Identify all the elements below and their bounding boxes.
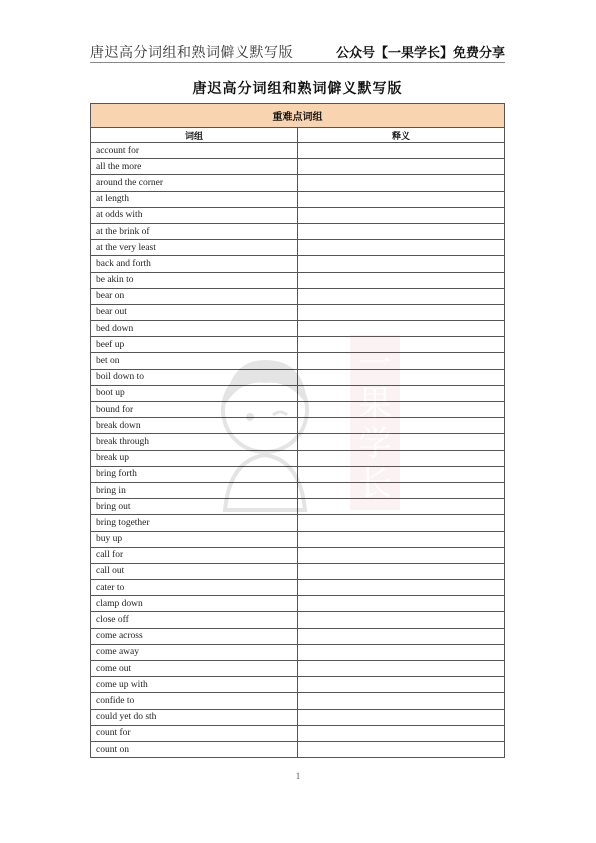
table-row [91,677,505,693]
phrase-cell: around the corner [91,175,298,191]
meaning-cell[interactable] [298,385,505,401]
meaning-cell[interactable] [298,321,505,337]
meaning-cell[interactable] [298,580,505,596]
table-row [91,272,505,288]
table-row [91,531,505,547]
phrase-cell: bring together [91,515,298,531]
meaning-cell[interactable] [298,482,505,498]
phrase-cell: come away [91,644,298,660]
page-header [90,38,505,63]
phrase-cell: boot up [91,385,298,401]
meaning-cell[interactable] [298,353,505,369]
meaning-cell[interactable] [298,288,505,304]
phrase-cell: be akin to [91,272,298,288]
watermark-seal-char: 长 [358,464,392,504]
phrase-cell: clamp down [91,596,298,612]
table-row [91,240,505,256]
header-source: 公众号【一果学长】免费分享 [335,46,505,61]
meaning-cell[interactable] [298,709,505,725]
table-row [91,369,505,385]
meaning-cell[interactable] [298,677,505,693]
meaning-cell[interactable] [298,741,505,757]
phrase-cell: bring forth [91,466,298,482]
table-row [91,628,505,644]
table-row [91,175,505,191]
table-row [91,499,505,515]
meaning-cell[interactable] [298,256,505,272]
table-row [91,304,505,320]
table-row [91,741,505,757]
phrase-cell: at the brink of [91,223,298,239]
phrase-cell: confide to [91,693,298,709]
header-title: 唐迟高分词组和熟词僻义默写版 [90,45,293,61]
phrase-cell: at length [91,191,298,207]
column-header-phrase: 词组 [91,128,298,143]
meaning-cell[interactable] [298,369,505,385]
table-row [91,580,505,596]
phrase-table [90,103,505,758]
table-row [91,644,505,660]
table-row [91,547,505,563]
phrase-cell: could yet do sth [91,709,298,725]
meaning-cell[interactable] [298,725,505,741]
table-row [91,418,505,434]
table-body [91,143,505,758]
table-row [91,256,505,272]
phrase-cell: at the very least [91,240,298,256]
phrase-cell: bet on [91,353,298,369]
table-row [91,693,505,709]
meaning-cell[interactable] [298,304,505,320]
phrase-cell: account for [91,143,298,159]
table-row [91,223,505,239]
meaning-cell[interactable] [298,466,505,482]
phrase-cell: at odds with [91,207,298,223]
phrase-cell: bound for [91,402,298,418]
table-row [91,288,505,304]
phrase-cell: break up [91,450,298,466]
table-row [91,596,505,612]
table-row [91,143,505,159]
meaning-cell[interactable] [298,240,505,256]
phrase-cell: call out [91,563,298,579]
table-row [91,321,505,337]
meaning-cell[interactable] [298,628,505,644]
table-row [91,612,505,628]
table-row [91,709,505,725]
page-number: 1 [295,771,301,781]
meaning-cell[interactable] [298,272,505,288]
meaning-cell[interactable] [298,159,505,175]
column-header-row [91,128,505,143]
table-row [91,661,505,677]
table-row [91,725,505,741]
watermark-seal-char: 学 [358,424,392,464]
meaning-cell[interactable] [298,563,505,579]
section-header-row [91,104,505,128]
phrase-cell: beef up [91,337,298,353]
meaning-cell[interactable] [298,531,505,547]
phrase-cell: call for [91,547,298,563]
phrase-cell: back and forth [91,256,298,272]
meaning-cell[interactable] [298,143,505,159]
table-row [91,402,505,418]
meaning-cell[interactable] [298,693,505,709]
phrase-cell: come across [91,628,298,644]
phrase-cell: buy up [91,531,298,547]
section-title: 重难点词组 [91,104,505,128]
phrase-cell: break down [91,418,298,434]
meaning-cell[interactable] [298,515,505,531]
meaning-cell[interactable] [298,499,505,515]
table-row [91,466,505,482]
meaning-cell[interactable] [298,596,505,612]
phrase-cell: bed down [91,321,298,337]
table-row [91,159,505,175]
watermark-seal-char: 一 [358,344,392,384]
table-row [91,563,505,579]
meaning-cell[interactable] [298,402,505,418]
meaning-cell[interactable] [298,191,505,207]
phrase-cell: boil down to [91,369,298,385]
phrase-cell: come out [91,661,298,677]
table-row [91,434,505,450]
phrase-cell: all the more [91,159,298,175]
table-row [91,353,505,369]
table-row [91,515,505,531]
meaning-cell[interactable] [298,337,505,353]
meaning-cell[interactable] [298,661,505,677]
phrase-cell: bear on [91,288,298,304]
phrase-cell: count on [91,741,298,757]
meaning-cell[interactable] [298,644,505,660]
phrase-table-container [90,103,505,758]
phrase-cell: bring in [91,482,298,498]
phrase-cell: count for [91,725,298,741]
phrase-cell: bring out [91,499,298,515]
meaning-cell[interactable] [298,612,505,628]
meaning-cell[interactable] [298,434,505,450]
phrase-cell: cater to [91,580,298,596]
column-header-meaning: 释义 [298,128,505,143]
document-title: 唐迟高分词组和熟词僻义默写版 [192,81,403,97]
meaning-cell[interactable] [298,450,505,466]
phrase-cell: bear out [91,304,298,320]
watermark-seal-char: 果 [358,384,392,424]
meaning-cell[interactable] [298,418,505,434]
table-row [91,191,505,207]
meaning-cell[interactable] [298,223,505,239]
phrase-cell: close off [91,612,298,628]
table-row [91,385,505,401]
meaning-cell[interactable] [298,175,505,191]
table-row [91,450,505,466]
meaning-cell[interactable] [298,207,505,223]
table-row [91,207,505,223]
phrase-cell: come up with [91,677,298,693]
table-row [91,482,505,498]
phrase-cell: break through [91,434,298,450]
meaning-cell[interactable] [298,547,505,563]
table-row [91,337,505,353]
